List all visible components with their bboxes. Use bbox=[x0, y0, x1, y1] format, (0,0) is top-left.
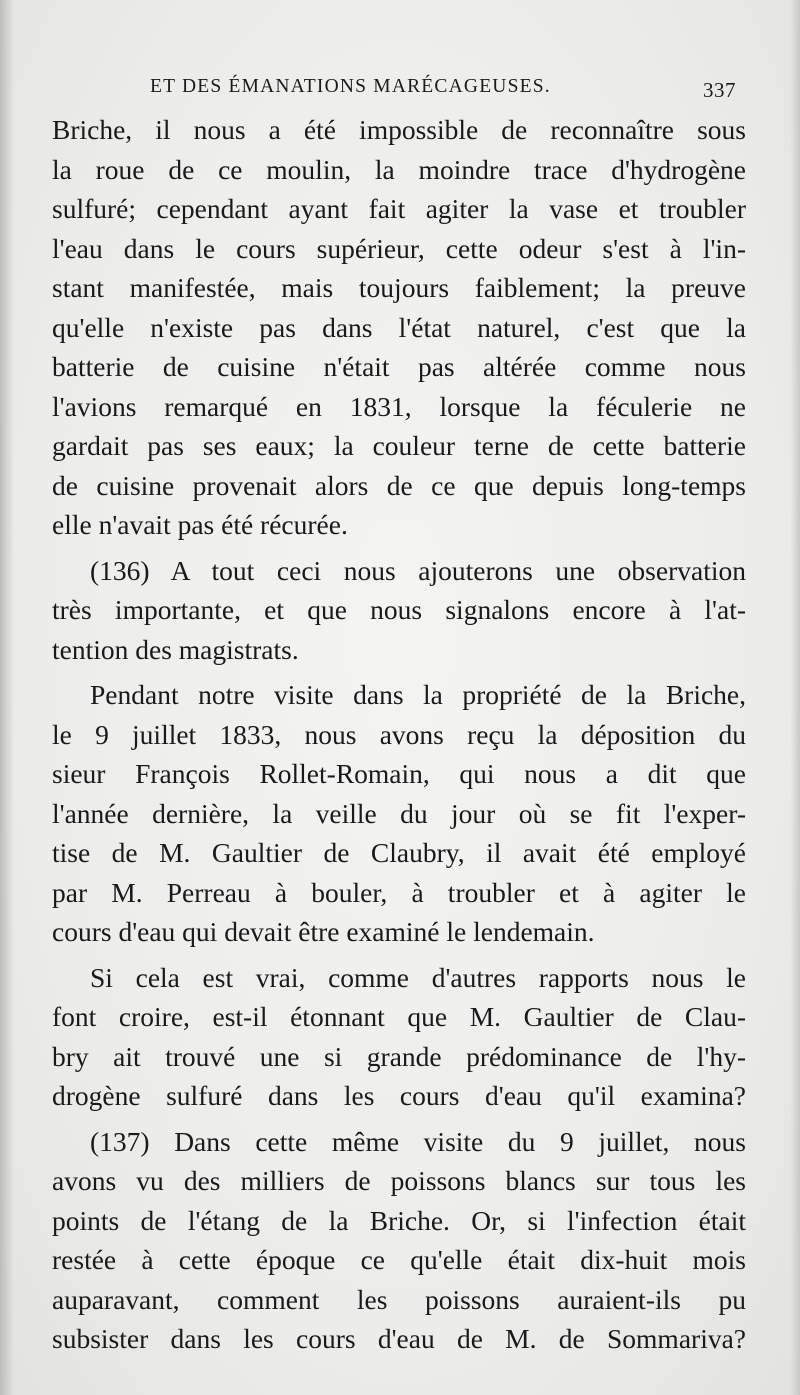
text-line: points de l'étang de la Briche. Or, si l'infection était bbox=[52, 1204, 746, 1236]
text-line: stant manifestée, mais toujours faiblement; la preuve bbox=[52, 272, 746, 303]
text-line: elle n'avait pas été récurée. bbox=[52, 509, 348, 540]
paragraph bbox=[52, 110, 746, 545]
text-line: très importante, et que nous signalons encore à l'at- bbox=[52, 594, 746, 625]
page-number: 337 bbox=[703, 78, 736, 102]
text-line: avons vu des milliers de poissons blancs sur tous les bbox=[52, 1165, 746, 1196]
text-line: l'eau dans le cours supérieur, cette odeur s'est à l'in- bbox=[52, 232, 746, 264]
text-line: tise de M. Gaultier de Claubry, il avait été employé bbox=[52, 837, 746, 868]
text-line: batterie de cuisine n'était pas altérée comme nous bbox=[52, 351, 746, 382]
text-line: de cuisine provenait alors de ce que depuis long-temps bbox=[52, 469, 746, 501]
text-line: gardait pas ses eaux; la couleur terne de cette batterie bbox=[52, 430, 746, 461]
page-header bbox=[62, 76, 740, 104]
text-line: font croire, est-il étonnant que M. Gaultier de Clau- bbox=[52, 1001, 746, 1032]
page-shadow-right bbox=[790, 0, 800, 1395]
text-line: l'avions remarqué en 1831, lorsque la féculerie ne bbox=[52, 390, 746, 422]
text-line: sieur François Rollet-Romain, qui nous a dit que bbox=[52, 758, 746, 789]
paragraph bbox=[52, 551, 746, 670]
text-line: auparavant, comment les poissons auraient-ils pu bbox=[52, 1283, 746, 1315]
text-line: subsister dans les cours d'eau de M. de Sommariva? bbox=[52, 1323, 746, 1354]
text-line: (137) Dans cette même visite du 9 juillet, nous bbox=[90, 1125, 746, 1157]
running-title: ET DES ÉMANATIONS MARÉCAGEUSES. bbox=[150, 76, 551, 97]
text-line: l'année dernière, la veille du jour où se fit l'exper- bbox=[52, 797, 746, 829]
text-line: sulfuré; cependant ayant fait agiter la vase et troubler bbox=[52, 193, 746, 224]
text-line: Si cela est vrai, comme d'autres rapports nous le bbox=[90, 961, 746, 993]
text-line: tention des magistrats. bbox=[52, 633, 299, 665]
text-line: drogène sulfuré dans les cours d'eau qu'il examina? bbox=[52, 1080, 746, 1111]
text-line: Briche, il nous a été impossible de reconnaître sous bbox=[52, 114, 746, 145]
paragraph bbox=[52, 1122, 746, 1359]
body-text bbox=[52, 110, 746, 1359]
page-shadow-left bbox=[0, 0, 14, 1395]
text-line: la roue de ce moulin, la moindre trace d'hydrogène bbox=[52, 153, 746, 185]
text-line: par M. Perreau à bouler, à troubler et à agiter le bbox=[52, 876, 746, 908]
text-line: restée à cette époque ce qu'elle était dix-huit mois bbox=[52, 1244, 746, 1275]
text-line: (136) A tout ceci nous ajouterons une observation bbox=[90, 554, 746, 586]
text-line: qu'elle n'existe pas dans l'état naturel, c'est que la bbox=[52, 311, 746, 343]
text-line: cours d'eau qui devait être examiné le lendemain. bbox=[52, 916, 595, 947]
paragraph bbox=[52, 958, 746, 1116]
paragraph bbox=[52, 675, 746, 952]
text-line: Pendant notre visite dans la propriété de la Briche, bbox=[90, 679, 746, 710]
text-line: bry ait trouvé une si grande prédominance de l'hy- bbox=[52, 1040, 746, 1072]
text-line: le 9 juillet 1833, nous avons reçu la déposition du bbox=[52, 718, 746, 750]
